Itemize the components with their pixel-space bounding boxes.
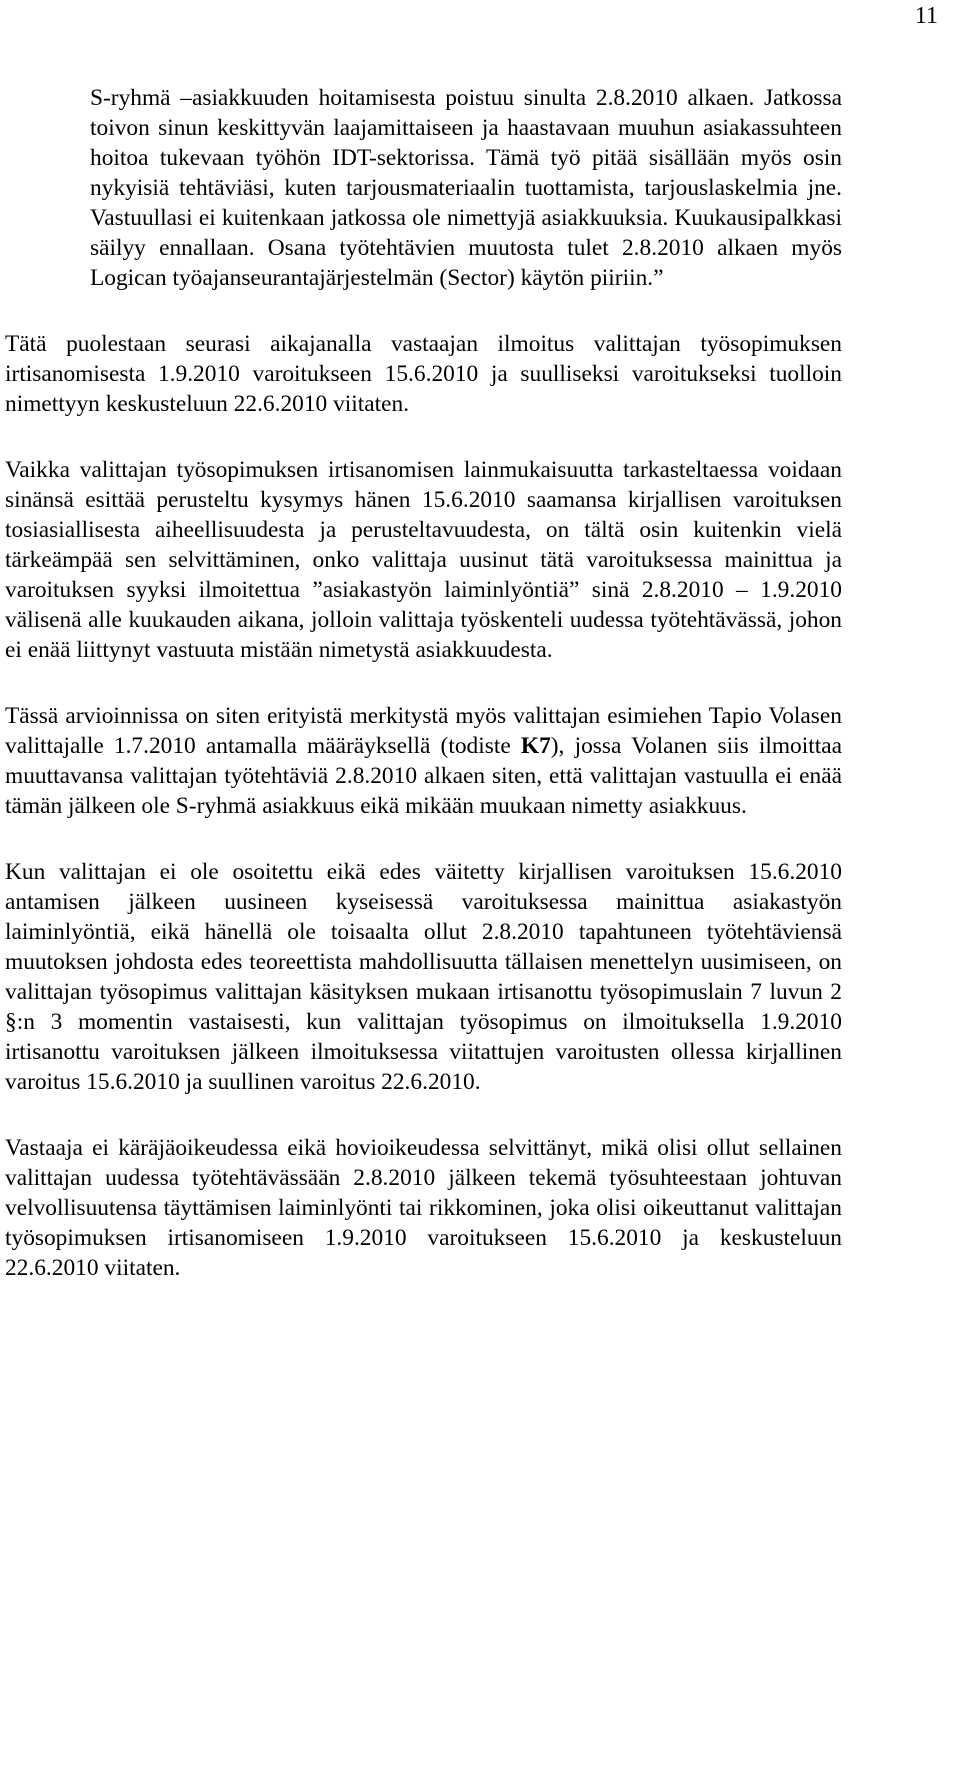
paragraph-respondent-failure: Vastaaja ei käräjäoikeudessa eikä hovioikeudessa selvittänyt, mikä olisi ollut sellainen valittajan uudessa työtehtävässään 2.8.2010 jälkeen tekemä työsuhteestaan johtuvan velvollisuutensa täyttämisen laiminlyönti tai rikkominen, joka olisi oikeuttanut valittajan työsopimuksen irtisanomiseen 1.9.2010 varoitukseen 15.6.2010 ja keskusteluun 22.6.2010 viitaten.: [5, 1135, 842, 1281]
exhibit-reference-k7: K7: [520, 733, 551, 759]
paragraph-supervisor-order: [5, 701, 842, 821]
paragraph-lawfulness-assessment: Vaikka valittajan työsopimuksen irtisanomisen lainmukaisuutta tarkasteltaessa voidaan sinänsä esittää perusteltu kysymys hänen 15.6.2010 saamansa kirjallisen varoituksen tosiasiallisesta aiheellisuudesta ja perusteltavuudesta, on tältä osin kuitenkin vielä tärkeämpää sen selvittäminen, onko valittaja uusinut tätä varoituksessa mainittua ja varoituksen syyksi ilmoitettua ”asiakastyön laiminlyöntiä” sinä 2.8.2010 – 1.9.2010 välisenä alle kuukauden aikana, jolloin valittaja työskenteli uudessa työtehtävässä, johon ei enää liittynyt vastuuta mistään nimetystä asiakkuudesta.: [5, 457, 842, 663]
document-body: [5, 83, 842, 1283]
page-number: 11: [914, 3, 938, 29]
quoted-decision-text: S-ryhmä –asiakkuuden hoitamisesta poistuu sinulta 2.8.2010 alkaen. Jatkossa toivon sinun keskittyvän laajamittaiseen ja haastavaan muuhun asiakassuhteen hoitoa tukevaan työhön IDT-sektorissa. Tämä työ pitää sisällään myös osin nykyisiä tehtäviäsi, kuten tarjousmateriaalin tuottamista, tarjouslaskelmia jne. Vastuullasi ei kuitenkaan jatkossa ole nimettyjä asiakkuuksia. Kuukausipalkkasi säilyy ennallaan. Osana työtehtävien muutosta tulet 2.8.2010 alkaen myös Logican työajanseurantajärjestelmän (Sector) käytön piiriin.”: [90, 85, 842, 291]
paragraph-unlawful-termination: Kun valittajan ei ole osoitettu eikä edes väitetty kirjallisen varoituksen 15.6.2010 antamisen jälkeen uusineen kyseisessä varoituksessa mainittua asiakastyön laiminlyöntiä, eikä hänellä ole toisaalta ollut 2.8.2010 tapahtuneen työtehtäviensä muutoksen johdosta edes teoreettista mahdollisuutta tällaisen menettelyn uusimiseen, on valittajan työsopimus valittajan käsityksen mukaan irtisanottu työsopimuslain 7 luvun 2 §:n 3 momentin vastaisesti, kun valittajan työsopimus on ilmoituksella 1.9.2010 irtisanottu varoituksen jälkeen ilmoituksessa viitattujen varoitusten ollessa kirjallinen varoitus 15.6.2010 ja suullinen varoitus 22.6.2010.: [5, 859, 842, 1095]
paragraph-supervisor-order-part2: ), jossa Volanen siis ilmoittaa muuttavansa valittajan työtehtäviä 2.8.2010 alkaen siten, että valittajan vastuulla ei enää tämän jälkeen ole S-ryhmä asiakkuus eikä mikään muukaan nimetty asiakkuus.: [5, 733, 842, 819]
paragraph-supervisor-order-part1: Tässä arvioinnissa on siten erityistä merkitystä myös valittajan esimiehen Tapio Volasen valittajalle 1.7.2010 antamalla määräyksellä (todiste: [5, 703, 842, 759]
paragraph-dismissal-timeline: Tätä puolestaan seurasi aikajanalla vastaajan ilmoitus valittajan työsopimuksen irtisanomisesta 1.9.2010 varoitukseen 15.6.2010 ja suulliseksi varoitukseksi tuolloin nimettyyn keskusteluun 22.6.2010 viitaten.: [5, 331, 842, 417]
